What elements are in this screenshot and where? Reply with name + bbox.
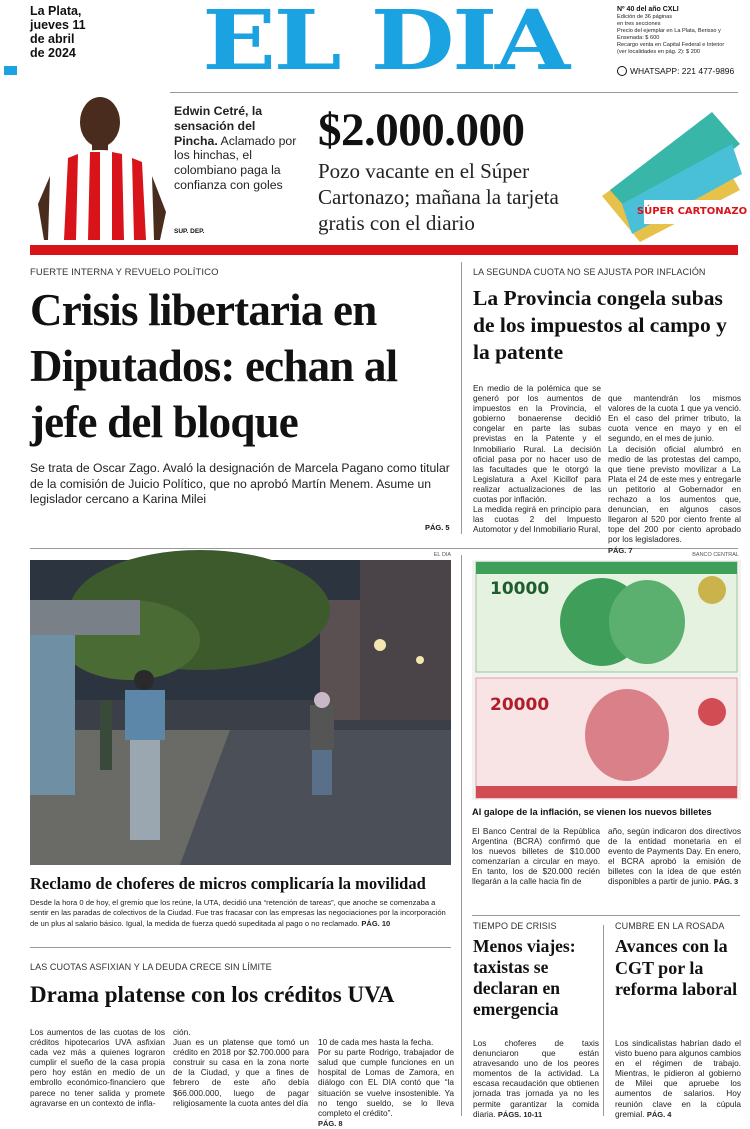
bills-col2	[608, 826, 741, 888]
bus-text: Desde la hora 0 de hoy, el gremio que los reúne, la UTA, decidió una “retención de tareas”, que anoche se comenzaba a sentir en las paradas de colectivos de la Ciudad. Fue tras fracasar con las empresas las negociaciones por la incorporación de un plus al salario básico. Igual, la medida de fuerza quedó supeditada al pago o no reclamado.	[30, 898, 446, 928]
promo-amount[interactable]: $2.000.000	[318, 104, 525, 156]
bus-headline[interactable]: Reclamo de choferes de micros complicaría la movilidad	[30, 874, 426, 893]
masthead-edition: Nº 40 del año CXLI	[617, 6, 679, 13]
cgt-kicker: CUMBRE EN LA ROSADA	[615, 921, 725, 931]
taxi-kicker: TIEMPO DE CRISIS	[473, 921, 557, 931]
lead-kicker: FUERTE INTERNA Y REVUELO POLÍTICO	[30, 267, 219, 278]
bus-page: PÁG. 10	[361, 918, 391, 928]
red-rule	[30, 245, 738, 255]
banknotes-image	[472, 560, 741, 800]
lead-deck: Se trata de Oscar Zago. Avaló la designación de Marcela Pagano como titular de la comisión de Juicio Político, que no aprobó Martín Menem. Asume un legislador cercano a Karina Milei	[30, 461, 450, 506]
uva-col3-text: 10 de cada mes hasta la fecha. Por su parte Rodrigo, trabajador de salud que cumple funciones en un hospital de Lomas de Zamora, en diálogo con EL DIA contó que “la situación se vuelve insostenible. Ya no tengo sueldo, se lo lleva completo el crédito”.	[318, 1037, 454, 1118]
footballer-photo	[20, 92, 170, 240]
bus-text-block	[30, 898, 454, 929]
footballer-teaser[interactable]	[174, 104, 302, 193]
whatsapp-text: WHATSAPP: 221 477-9896	[630, 66, 735, 76]
masthead-date: La Plata, jueves 11 de abril de 2024	[30, 4, 86, 60]
uva-page: PÁG. 8	[318, 1118, 343, 1128]
photo-credit-right: BANCO CENTRAL	[692, 552, 739, 558]
teaser-title: Edwin Cetré, la sensación del Pincha.	[174, 104, 263, 148]
uva-col1: Los aumentos de las cuotas de los créditos hipotecarios UVA asfixian cada vez más a quienes lograron cumplir el sueño de la casa propia pero hoy están en medio de un embrollo económico-financiero que parece no tener salida y promete agravarse en un contexto de infla-	[30, 1027, 165, 1108]
masthead-blue-square	[4, 66, 17, 75]
bill-10000-label: 10000	[490, 579, 550, 599]
bills-page: PÁG. 3	[713, 877, 739, 887]
uva-col3	[318, 1027, 454, 1129]
whatsapp-icon	[617, 66, 627, 76]
taxi-text: Los choferes de taxis denunciaron que están atravesando uno de los peores momentos de la actividad. La escasa recaudación que obtienen jornada tras jornada ya no les permite garantizar la comida diaria.	[473, 1038, 599, 1119]
uva-col2: ción. Juan es un platense que tomó un crédito en 2018 por $2.700.000 para construir su casa en la zona norte de la Ciudad, y que a fines de febrero de este año debía $66.000.000, luego de pagar religiosamente la cuota antes del día	[173, 1027, 309, 1108]
promo-text: Pozo vacante en el Súper Cartonazo; mañana la tarjeta gratis con el diario	[318, 159, 559, 235]
bus-stop-night-photo	[30, 560, 451, 865]
teaser-page: SUP. DEP.	[174, 228, 205, 235]
teaser-text: Aclamado por los hinchas, el colombiano paga la confianza con goles	[174, 133, 297, 192]
lead-page: PÁG. 5	[425, 523, 450, 532]
province-col2	[608, 383, 741, 556]
cgt-headline[interactable]: Avances con la CGT por la reforma laboral	[615, 936, 738, 999]
taxi-headline[interactable]: Menos viajes: taxistas se declaran en emergencia	[473, 936, 576, 1019]
masthead-info: Edición de 36 páginas en tres secciones Precio del ejemplar en La Plata, Berisso y Ensenada: $ 600 Recargo venta en Capital Federal e Interior (ver localidades en pág. 2): $ 200	[617, 14, 725, 55]
cartonazo-card-label: SÚPER CARTONAZO	[636, 206, 748, 217]
cgt-page: PÁG. 4	[646, 1109, 672, 1119]
province-col2-text: que mantendrán los mismos valores de la cuota 1 que ya venció. En el caso del primer tributo, la cuota vence en mayo y en el segundo, en el mes de junio. La decisión oficial alumbró en medio de las protestas del campo, que tiene previsto movilizar a La Plata el 24 de este mes y entregarle un petitorio al Gobernador en rechazo a los aumentos que, denuncian, en algunos casos llegaron al 520 por ciento frente al tope del 200 por ciento aprobado por los legisladores.	[608, 393, 741, 545]
taxi-body	[473, 1038, 599, 1120]
bills-caption[interactable]: Al galope de la inflación, se vienen los nuevos billetes	[472, 807, 712, 817]
bills-col2-text: año, según indicaron dos directivos de la entidad monetaria en el evento de Payments Day. En enero, el BCRA aprobó la emisión de billetes con la idea de que estén disponibles a partir de junio.	[608, 826, 741, 887]
province-col1: En medio de la polémica que se generó por los aumentos de impuestos en la Provincia, el gobierno bonaerense decidió congelar en parte las subas previstas en la Patente y el Inmobiliario Rural. La decisión oficial pasa por no hacer uso de las facultades que le otorgó la Legislatura a Axel Kicillof para realizar actualizaciones de las cuotas por inflación. La medida regirá en principio para las cuotas 2 del Impuesto Automotor y del Inmobiliario Rural,	[473, 383, 601, 535]
uva-kicker: LAS CUOTAS ASFIXIAN Y LA DEUDA CRECE SIN LÍMITE	[30, 962, 272, 972]
cartonazo-cards-image	[592, 104, 748, 242]
whatsapp-line[interactable]	[617, 66, 734, 76]
province-page: PÁG. 7	[608, 545, 633, 555]
taxi-page: PÁGS. 10-11	[497, 1109, 543, 1119]
province-kicker: LA SEGUNDA CUOTA NO SE AJUSTA POR INFLACIÓN	[473, 267, 706, 277]
bills-col1: El Banco Central de la República Argentina (BCRA) confirmó que los nuevos billetes de $10.000 comenzarían a circular en mayo. En tanto, los de $20.000 recién llegarán a la calle hacia fin de	[472, 826, 600, 887]
lead-headline[interactable]: Crisis libertaria en Diputados: echan al jefe del bloque	[30, 285, 398, 447]
province-headline[interactable]: La Provincia congela subas de los impuestos al campo y la patente	[473, 286, 727, 364]
masthead-logo[interactable]: EL DIA	[202, 0, 568, 89]
cgt-body	[615, 1038, 741, 1120]
bill-20000-label: 20000	[490, 695, 550, 715]
photo-credit-left: EL DIA	[433, 552, 451, 558]
uva-headline[interactable]: Drama platense con los créditos UVA	[30, 982, 395, 1007]
cgt-text: Los sindicalistas habrían dado el visto bueno para algunos cambios en el régimen de trabajo. Mientras, le pidieron al gobierno de Milei que apruebe los aumentos de salarios. Hoy reunión clave en la cúpula gremial.	[615, 1038, 741, 1119]
